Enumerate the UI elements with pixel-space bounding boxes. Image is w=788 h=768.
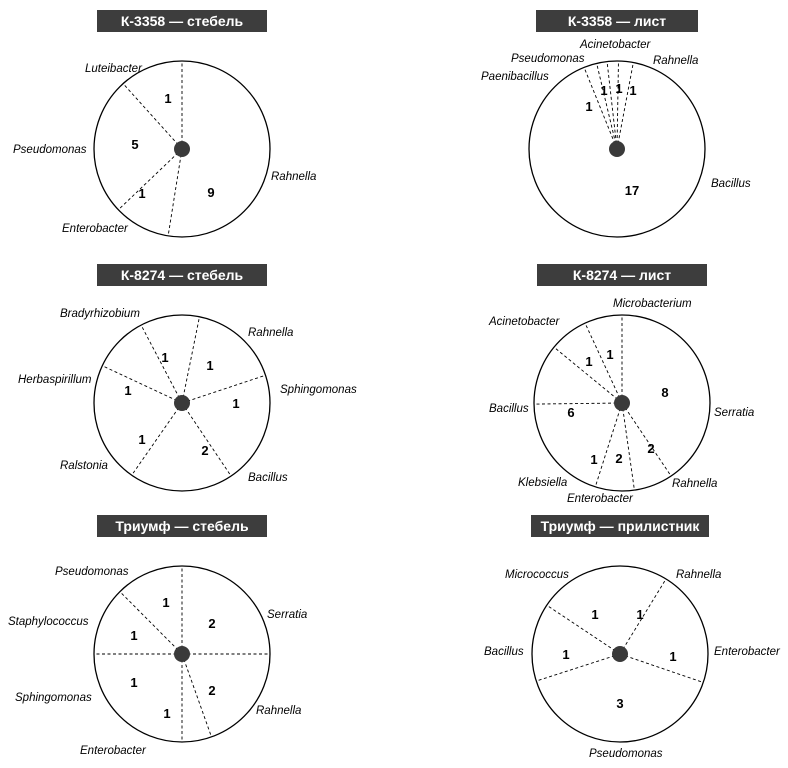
slice-boundary	[617, 63, 633, 149]
genus-label: Pseudomonas	[55, 566, 129, 578]
genus-label: Microbacterium	[613, 298, 692, 310]
slice-count: 2	[208, 616, 216, 631]
genus-label: Staphylococcus	[8, 616, 89, 628]
genus-label: Acinetobacter	[489, 316, 560, 328]
slice-count: 2	[208, 683, 216, 698]
slice-count: 1	[585, 354, 593, 369]
slice-boundary	[182, 654, 211, 737]
slice-count: 17	[624, 183, 640, 198]
pie-panel	[13, 10, 316, 237]
slice-boundary	[168, 149, 182, 236]
pie-panel	[481, 10, 751, 237]
slice-boundary	[120, 592, 182, 654]
slice-boundary	[620, 654, 703, 682]
center-dot	[614, 395, 630, 411]
genus-label: Herbaspirillum	[18, 374, 92, 386]
slice-boundary	[534, 403, 622, 404]
genus-label: Micrococcus	[505, 569, 569, 581]
slice-count: 1	[163, 706, 171, 721]
slice-count: 1	[130, 628, 138, 643]
slice-count: 1	[124, 383, 132, 398]
slice-count: 2	[201, 443, 209, 458]
slice-count: 6	[567, 405, 575, 420]
genus-label: Rahnella	[676, 569, 722, 581]
slice-count: 1	[590, 452, 598, 467]
slice-count: 1	[130, 675, 138, 690]
genus-label: Acinetobacter	[580, 39, 651, 51]
panel-title: К-8274 — стебель	[120, 267, 244, 283]
slice-count: 1	[161, 350, 169, 365]
slice-count: 9	[207, 185, 215, 200]
genus-label: Enterobacter	[80, 745, 146, 757]
panel-title: Триумф — прилистник	[540, 518, 700, 534]
genus-label: Serratia	[267, 609, 308, 621]
slice-count: 1	[206, 358, 214, 373]
genus-label: Klebsiella	[518, 477, 568, 489]
genus-label: Rahnella	[653, 55, 699, 67]
slice-boundary	[182, 403, 231, 476]
slice-count: 1	[562, 647, 570, 662]
pie-panel	[18, 264, 357, 491]
slice-count: 5	[131, 137, 139, 152]
genus-label: Rahnella	[271, 171, 317, 183]
center-dot	[609, 141, 625, 157]
center-dot	[174, 141, 190, 157]
slice-count: 1	[669, 649, 677, 664]
slice-boundary	[622, 403, 634, 490]
slice-boundary	[595, 403, 622, 487]
slice-count: 2	[647, 441, 655, 456]
slice-count: 1	[138, 432, 146, 447]
slice-count: 8	[661, 385, 669, 400]
panel-title: К-3358 — стебель	[120, 13, 244, 29]
pie-panel	[488, 264, 754, 505]
panel-title: Триумф — стебель	[115, 518, 249, 534]
genus-label: Bacillus	[248, 472, 288, 484]
genus-label: Bacillus	[711, 178, 751, 190]
genus-label: Bacillus	[484, 646, 524, 658]
center-dot	[612, 646, 628, 662]
genus-label: Pseudomonas	[13, 144, 87, 156]
genus-label: Luteibacter	[85, 63, 142, 75]
genus-label: Rahnella	[248, 327, 294, 339]
slice-boundary	[102, 366, 182, 403]
center-dot	[174, 646, 190, 662]
genus-label: Ralstonia	[60, 460, 108, 472]
panel-title: К-3358 — лист	[567, 13, 667, 29]
slice-boundary	[118, 149, 182, 210]
slice-boundary	[182, 375, 266, 403]
genus-label: Enterobacter	[62, 223, 128, 235]
genus-label: Pseudomonas	[589, 748, 663, 760]
slice-count: 3	[616, 696, 624, 711]
slice-count: 1	[138, 186, 146, 201]
slice-boundary	[617, 61, 618, 149]
slice-count: 1	[585, 99, 593, 114]
slice-count: 2	[615, 451, 623, 466]
genus-label: Paenibacillus	[481, 71, 549, 83]
pie-panel	[484, 515, 781, 760]
slice-boundary	[622, 403, 671, 476]
genus-label: Sphingomonas	[280, 384, 357, 396]
genus-label: Bacillus	[489, 403, 529, 415]
slice-boundary	[607, 62, 617, 149]
slice-count: 1	[232, 396, 240, 411]
genus-label: Sphingomonas	[15, 692, 92, 704]
slice-count: 1	[600, 83, 608, 98]
genus-label: Serratia	[714, 407, 755, 419]
slice-count: 1	[591, 607, 599, 622]
slice-boundary	[182, 317, 199, 403]
slice-count: 1	[162, 595, 170, 610]
slice-count: 1	[164, 91, 172, 106]
genus-label: Pseudomonas	[511, 53, 585, 65]
genus-label: Enterobacter	[714, 646, 780, 658]
genus-label: Enterobacter	[567, 493, 633, 505]
panel-title: К-8274 — лист	[572, 267, 672, 283]
genus-label: Rahnella	[256, 705, 302, 717]
slice-count: 1	[606, 347, 614, 362]
genus-label: Bradyrhizobium	[60, 308, 140, 320]
slice-count: 1	[636, 607, 644, 622]
center-dot	[174, 395, 190, 411]
slice-count: 1	[615, 81, 623, 96]
slice-boundary	[536, 654, 620, 681]
pie-panel	[8, 515, 307, 757]
slice-count: 1	[629, 83, 637, 98]
slice-boundary	[547, 605, 620, 654]
genus-label: Rahnella	[672, 478, 718, 490]
